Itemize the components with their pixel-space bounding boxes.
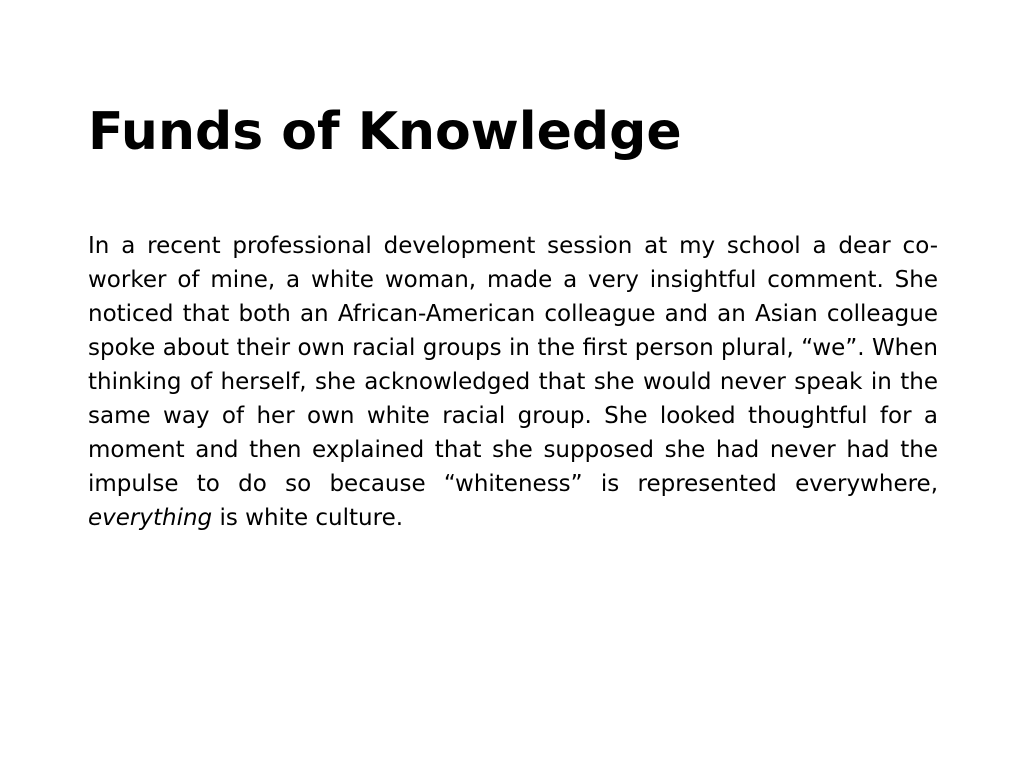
slide-body-paragraph — [88, 229, 938, 535]
body-text-end: is white culture. — [212, 505, 404, 531]
body-emphasis: everything — [88, 505, 213, 531]
body-text-start: In a recent professional development session at my school a dear co-worker of mine, a white woman, made a very insightful comment. She noticed that both an African-American colleague and an Asian colleague spoke about their own racial groups in the first person plural, “we”. When thinking of herself, she acknowledged that she would never speak in the same way of her own white racial group. She looked thoughtful for a moment and then explained that she supposed she had never had the impulse to do so because “whiteness” is represented everywhere, — [88, 233, 938, 497]
slide-title: Funds of Knowledge — [88, 102, 682, 162]
